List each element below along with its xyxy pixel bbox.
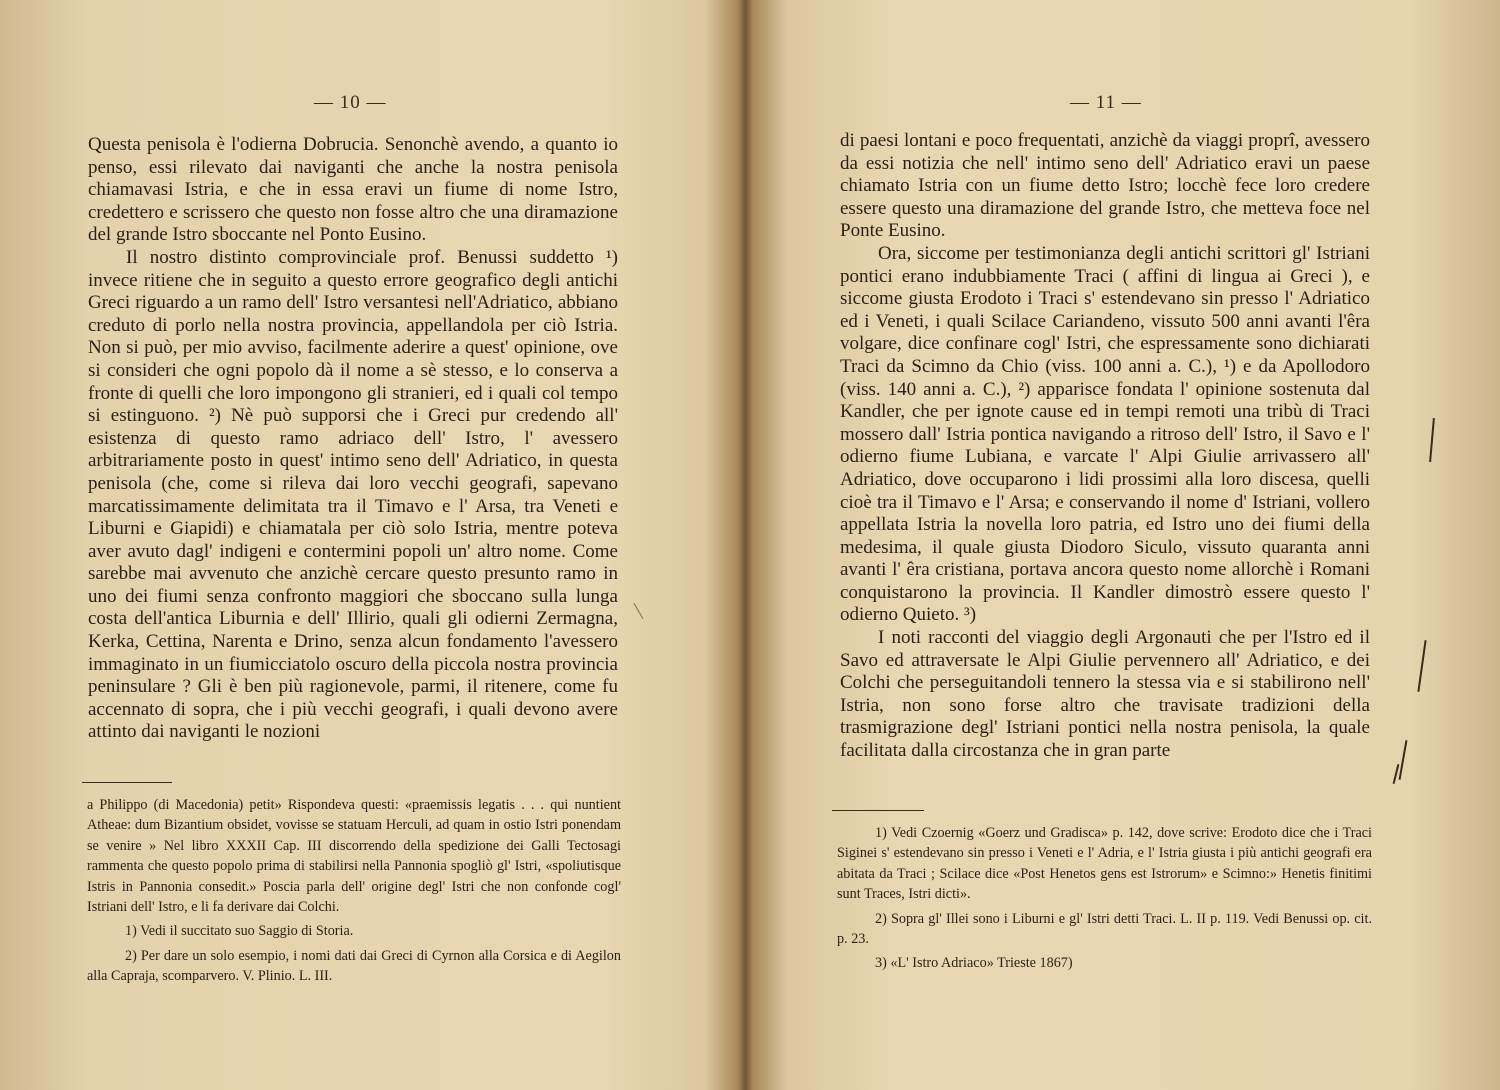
footnote-rule bbox=[832, 810, 924, 811]
footnote: 3) «L' Istro Adriaco» Trieste 1867) bbox=[875, 955, 1073, 972]
footnote: 1) Vedi Czoernig «Goerz und Gradisca» p. 142, dove scrive: Erodoto dice che i Traci Siginei s' estendevano sin presso i Veneti e l' Adria, e l' Istria giusta i più antichi geografi era abitata da Traci ; Scilace dice «Post Henetos gens est Istrorum» e Scimno:» Henetis finitimi sunt Traces, Istri dicti». bbox=[837, 825, 1372, 903]
page-number: — 11 — bbox=[1070, 92, 1142, 113]
paragraph: Questa penisola è l'odierna Dobrucia. Senonchè avendo, a quanto io penso, essi rilevato dai naviganti che anche la nostra penisola chiamavasi Istria, e che in essa eravi un fiume di nome Istro, credettero e scrissero che questo non fosse altro che una diramazione del grande Istro sboccante nel Ponto Eusino. bbox=[88, 134, 618, 246]
right-page bbox=[765, 0, 1500, 1090]
footnote: 2) Per dare un solo esempio, i nomi dati dai Greci di Cyrnon alla Corsica e di Aegilon alla Capraja, scomparvero. V. Plinio. L. III. bbox=[87, 947, 621, 985]
body-text bbox=[840, 130, 1370, 763]
footnote: 1) Vedi il succitato suo Saggio di Storia. bbox=[125, 923, 354, 940]
page-number: — 10 — bbox=[314, 92, 387, 113]
body-text bbox=[88, 134, 618, 744]
footnotes bbox=[87, 795, 621, 991]
paragraph: Il nostro distinto comprovinciale prof. Benussi suddetto ¹) invece ritiene che in seguito a questo errore geografico degli antichi Greci riguardo a un ramo dell' Istro versantesi nell'Adriatico, abbiano creduto di porlo nella nostra provincia, appellandola per ciò Istria. Non si può, per mio avviso, facilmente aderire a quest' opinione, ove si consideri che ogni popolo dà il nome a sè stesso, e lo conserva a fronte di quelli che loro impongono gli stranieri, ed i quali col tempo si estinguono. ²) Nè può supporsi che i Greci pur credendo all' esistenza di questo ramo adriaco dell' Istro, l' avessero arbitrariamente posto in quest' intimo seno dell' Adriatico, in questa penisola (che, come si rileva dai loro vecchi geografi, sapevano marcatissimamente delimitata tra il Timavo e l' Arsa, tra Veneti e Liburni e Giapidi) e chiamatala per ciò solo Istria, mentre poteva aver avuto dagl' indigeni e contermini popoli un' altro nome. Come sarebbe mai avvenuto che anzichè cercare questo presunto ramo in uno dei fiumi senza confronto maggiori che sboccano sulla lunga costa dell'antica Liburnia e dell' Illirio, quali gli odierni Zermagna, Kerka, Cettina, Narenta e Drino, senza alcun fondamento l'avessero immaginato in un fiumicciatolo oscuro della piccola nostra provincia peninsulare ? Gli è ben più ragionevole, parmi, il ritenere, come fu accennato di sopra, che i più vecchi geografi, i quali devono avere attinto dai naviganti le nozioni bbox=[88, 246, 618, 743]
paragraph: I noti racconti del viaggio degli Argonauti che per l'Istro ed il Savo ed attraversate le Alpi Giulie pervennero all' Adriatico, e dei Colchi che perseguitandoli tennero la stessa via e si stabilirono nell' Istria, non sono forse altro che travisate tradizioni della trasmigrazione degl' Istriani pontici nella nostra penisola, la quale facilitata dalla circostanza che in gran parte bbox=[840, 627, 1370, 762]
paragraph: di paesi lontani e poco frequentati, anzichè da viaggi proprî, avessero da essi notizia che nell' intimo seno dell' Adriatico eravi un paese chiamato Istria con un fiume detto Istro; locchè fece loro credere essere questo una diramazione del grande Istro, che metteva foce nel Ponte Eusino. bbox=[840, 130, 1370, 242]
left-page bbox=[0, 0, 735, 1090]
footnote-rule bbox=[82, 782, 172, 783]
footnote: 2) Sopra gl' Illei sono i Liburni e gl' Istri detti Traci. L. II p. 119. Vedi Benussi op. cit. p. 23. bbox=[837, 910, 1372, 948]
footnote: a Philippo (di Macedonia) petit» Rispondeva questi: «praemissis legatis . . . qui nuntient Atheae: dum Bizantium obsidet, vovisse se statuam Herculi, ad quam in ostio Istri ponendam se venire » Nel libro XXXII Cap. III discorrendo della spedizione dei Galli Tectosagi rammenta che questo popolo prima di stabilirsi nella Pannonia spogliò gl' Istri, «spoliutisque Istris in Pannonia consedit.» Poscia parla dell' origine degl' Istri che non confonde cogl' Istriani dell' Istro, e li fa derivare dai Colchi. bbox=[87, 797, 621, 916]
paragraph: Ora, siccome per testimonianza degli antichi scrittori gl' Istriani pontici erano indubbiamente Traci ( affini di lingua ai Greci ), e siccome giusta Erodoto i Traci s' estendevano sin presso l' Adriatico ed i Veneti, i quali Scilace Cariandeno, vissuto 500 anni avanti l'êra volgare, dice confinare cogl' Istri, che espressamente sono dichiarati Traci da Scimno da Chio (viss. 100 anni a. C.), ¹) e da Apollodoro (viss. 140 anni a. C.), ²) apparisce fondata l' opinione sostenuta dal Kandler, che per ignote cause ed in tempi remoti una tribù di Traci mossero dall' Istria pontica navigando a ritroso dell' Istro, il Savo e l' odierno fiume Lubiana, e varcate l' Alpi Giulie arrivassero all' Adriatico, dove occuparono i lidi prossimi alla loro discesa, quelli cioè tra il Timavo e l' Arsa; e conservando il nome d' Istriani, vollero appellata Istria la novella loro patria, ed Istro uno dei fiumi della medesima, il quale giusta Diodoro Siculo, vissuto quaranta anni avanti l' êra cristiana, portava ancora questo nome allorchè i Romani conquistarono la provincia. Il Kandler dimostrò essere questo l' odierno Quieto. ³) bbox=[840, 242, 1370, 626]
footnotes bbox=[837, 823, 1372, 978]
